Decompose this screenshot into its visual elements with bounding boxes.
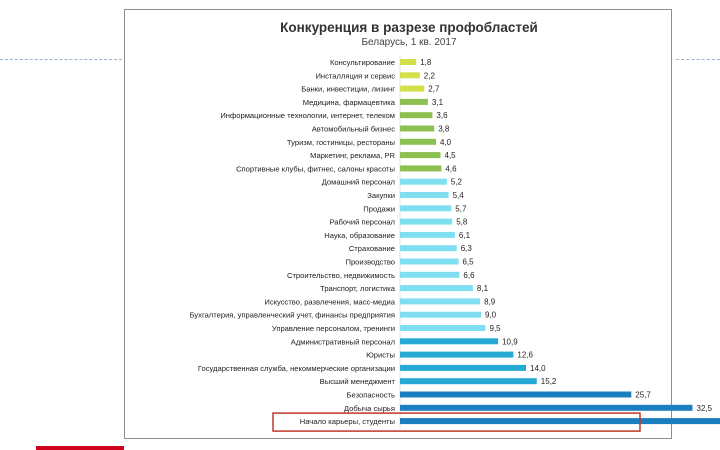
category-label: Медицина, фармацевтика	[302, 97, 395, 107]
value-label: 6,3	[460, 244, 472, 254]
category-label: Бухгалтерия, управленческий учет, финансы предприятия	[189, 310, 395, 320]
value-label: 15,2	[540, 377, 557, 387]
bar	[400, 338, 498, 344]
category-label: Начало карьеры, студенты	[299, 417, 395, 427]
category-label: Административный персонал	[290, 337, 395, 347]
value-label: 6,5	[462, 257, 474, 267]
category-label: Искусство, развлечения, масс-медиа	[264, 297, 395, 307]
value-label: 9,0	[485, 310, 497, 320]
bar	[400, 312, 481, 318]
value-label: 4,6	[445, 164, 457, 174]
category-label: Продажи	[363, 204, 395, 214]
bar	[400, 152, 441, 158]
category-label: Страхование	[348, 244, 395, 254]
value-label: 3,8	[438, 124, 450, 134]
category-label: Туризм, гостиницы, рестораны	[286, 137, 395, 147]
bar	[400, 59, 416, 65]
bar	[400, 285, 473, 291]
value-label: 6,6	[463, 270, 475, 280]
category-label: Инсталляция и сервис	[315, 71, 395, 81]
value-label: 5,7	[455, 204, 467, 214]
slide-accent-bar	[36, 446, 124, 450]
value-label: 2,7	[428, 84, 440, 94]
bar	[400, 298, 480, 304]
category-label: Банки, инвестиции, лизинг	[301, 84, 395, 94]
bar	[400, 192, 449, 198]
bar	[400, 418, 720, 424]
bar	[400, 205, 451, 211]
value-label: 8,9	[484, 297, 496, 307]
bar	[400, 179, 447, 185]
bar	[400, 352, 513, 358]
category-label: Безопасность	[346, 390, 395, 400]
value-label: 3,6	[436, 111, 448, 121]
value-label: 2,2	[423, 71, 435, 81]
bar	[400, 232, 455, 238]
category-label: Наука, образование	[324, 230, 395, 240]
value-label: 10,9	[502, 337, 518, 347]
category-label: Спортивные клубы, фитнес, салоны красоты	[236, 164, 395, 174]
value-label: 4,5	[444, 151, 456, 161]
value-label: 8,1	[476, 284, 489, 294]
chart-title: Конкуренция в разрезе профобластей	[280, 20, 538, 35]
bar	[400, 272, 459, 278]
value-label: 6,1	[458, 230, 471, 240]
bar	[400, 86, 424, 92]
bar	[400, 365, 526, 371]
bar	[400, 245, 457, 251]
bar	[400, 405, 693, 411]
value-label: 4,0	[440, 137, 452, 147]
background-dash-left	[0, 59, 122, 60]
category-label: Строительство, недвижимость	[286, 270, 395, 280]
bar	[400, 378, 537, 384]
bars-layer	[190, 55, 720, 431]
category-label: Высший менеджмент	[319, 377, 395, 387]
bar	[400, 219, 452, 225]
category-label: Закупки	[367, 191, 395, 200]
category-label: Управление персоналом, тренинги	[271, 324, 395, 333]
bar	[400, 165, 441, 171]
value-label: 32,5	[696, 403, 713, 413]
category-label: Транспорт, логистика	[320, 284, 395, 294]
value-label: 25,7	[635, 390, 651, 400]
category-label: Производство	[345, 257, 395, 267]
value-label: 9,5	[489, 324, 501, 333]
value-label: 5,8	[456, 217, 468, 227]
bar-chart	[125, 10, 713, 440]
category-label: Юристы	[366, 350, 395, 360]
value-label: 14,0	[530, 363, 546, 373]
bar	[400, 99, 428, 105]
bar	[400, 72, 420, 78]
bar	[400, 325, 486, 331]
category-label: Добыча сырья	[343, 403, 395, 413]
value-label: 12,6	[517, 350, 533, 360]
bar	[400, 139, 436, 145]
bar	[400, 126, 434, 132]
category-label: Маркетинг, реклама, PR	[310, 151, 395, 161]
category-label: Консультирование	[329, 58, 395, 67]
bar	[400, 112, 432, 118]
category-label: Автомобильный бизнес	[311, 124, 395, 134]
category-label: Информационные технологии, интернет, телеком	[220, 111, 395, 121]
value-label: 3,1	[431, 97, 444, 107]
background-dash-right	[676, 59, 720, 60]
value-label: 5,4	[452, 191, 464, 200]
chart-panel	[124, 9, 713, 439]
chart-subtitle: Беларусь, 1 кв. 2017	[361, 37, 457, 48]
category-label: Домашний персонал	[321, 177, 395, 187]
category-label: Рабочий персонал	[329, 217, 395, 227]
bar	[400, 259, 459, 265]
category-label: Государственная служба, некоммерческие организации	[197, 363, 395, 373]
value-label: 5,2	[450, 177, 462, 187]
bar	[400, 392, 631, 398]
value-label: 1,8	[420, 58, 432, 67]
